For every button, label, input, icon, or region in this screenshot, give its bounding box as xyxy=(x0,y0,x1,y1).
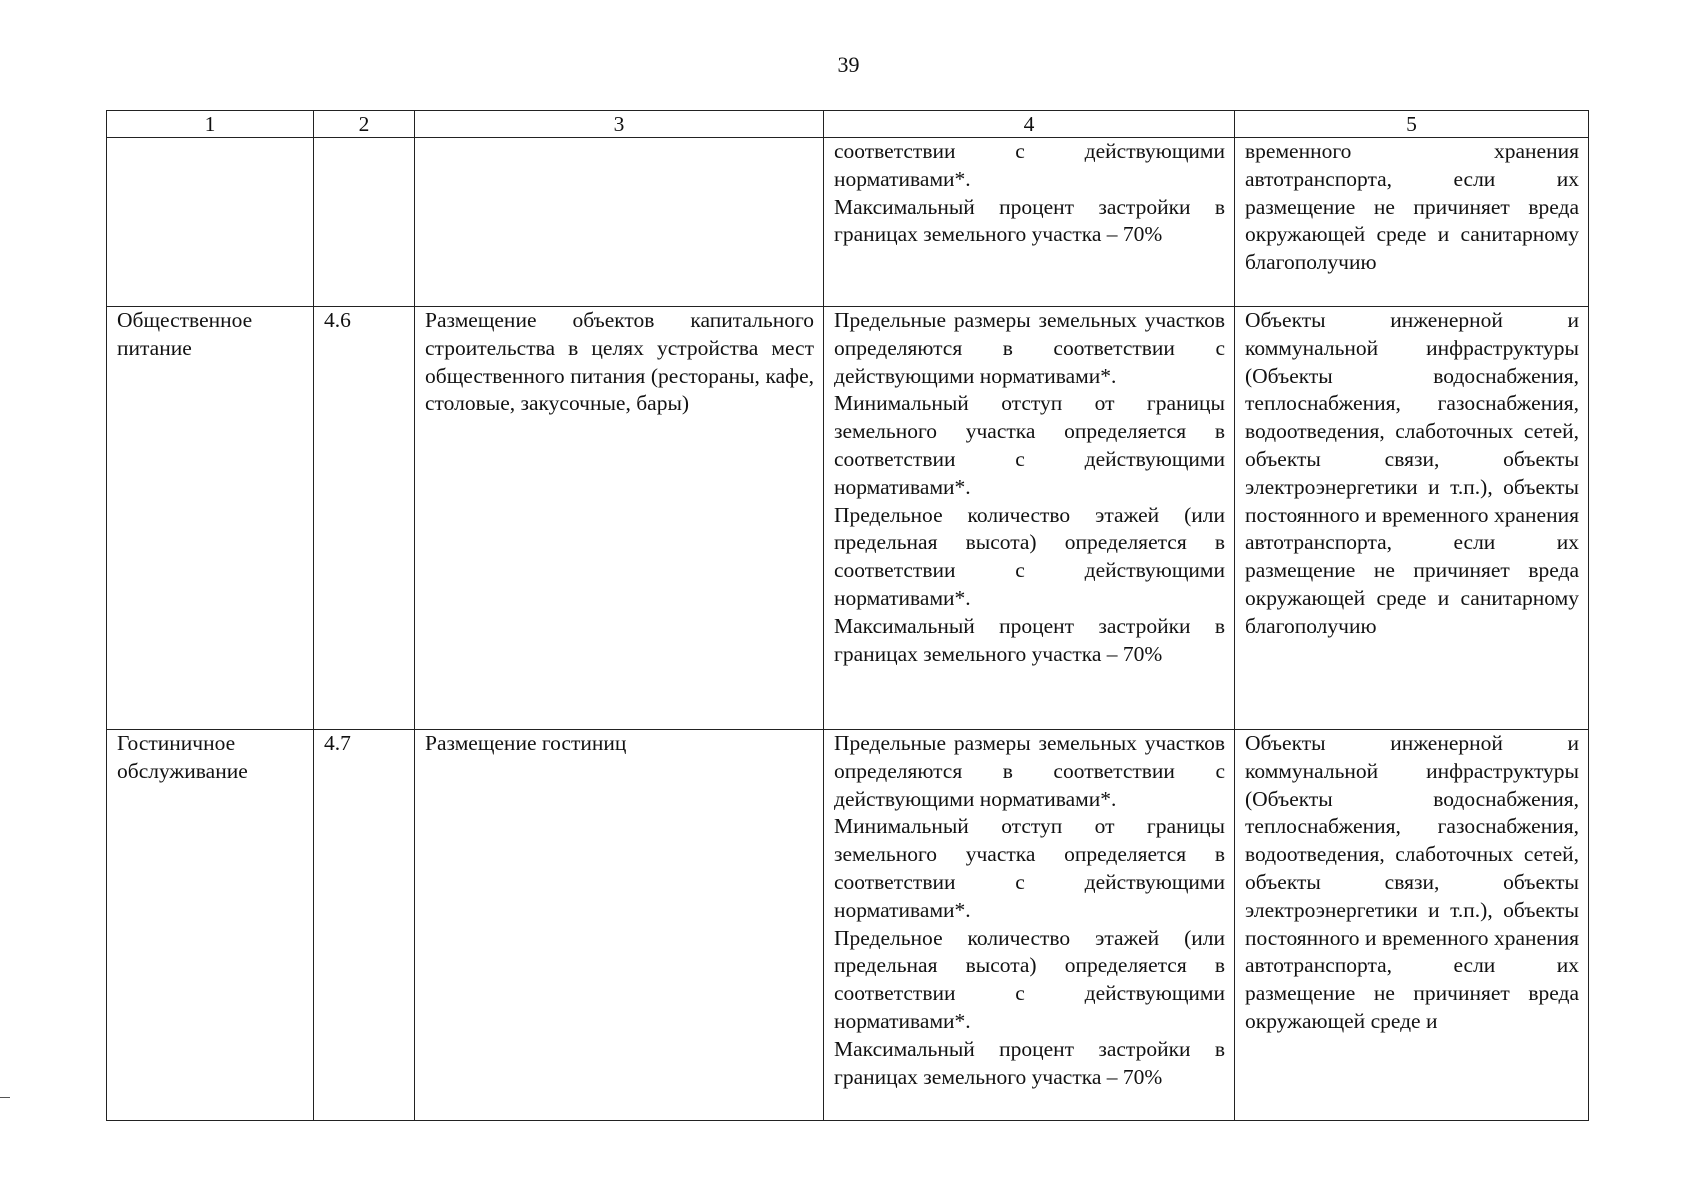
use-code: 4.7 xyxy=(324,731,351,755)
use-description-cell xyxy=(415,138,824,307)
parameters-cell xyxy=(824,730,1235,1121)
scan-edge-mark xyxy=(0,1097,10,1098)
auxiliary-uses: Объекты инженерной и коммунальной инфраструктуры (Объекты водоснабжения, теплоснабжения, газоснабжения, водоотведения, слаботочных сетей, объекты связи, объекты электроэнергетики и т.п.), объекты постоянного и временного хранения автотранспорта, если их размещение не причиняет вреда окружающей среде и xyxy=(1245,731,1579,1033)
parameter-paragraph: Минимальный отступ от границы земельного участка определяется в соответствии с действующими нормативами*. xyxy=(834,391,1225,499)
parameter-paragraph: Предельное количество этажей (или предельная высота) определяется в соответствии с действующими нормативами*. xyxy=(834,502,1225,610)
auxiliary-uses: временного хранения автотранспорта, если их размещение не причиняет вреда окружающей среде и санитарному благополучию xyxy=(1245,139,1579,275)
parameter-paragraph: Предельные размеры земельных участков определяются в соответствии с действующими нормативами*. xyxy=(834,731,1225,811)
use-code-cell xyxy=(314,307,415,730)
use-code-cell xyxy=(314,730,415,1121)
column-number-2: 2 xyxy=(314,111,415,138)
use-code-cell xyxy=(314,138,415,307)
use-description: Размещение объектов капитального строительства в целях устройства мест общественного питания (рестораны, кафе, столовые, закусочные, бары) xyxy=(425,308,814,416)
parameter-paragraph: соответствии с действующими нормативами*. xyxy=(834,139,1225,191)
use-name-cell xyxy=(107,307,314,730)
parameter-paragraph: Минимальный отступ от границы земельного участка определяется в соответствии с действующими нормативами*. xyxy=(834,814,1225,922)
table-row-hotel-service xyxy=(107,730,1589,1121)
use-description-cell xyxy=(415,730,824,1121)
use-name-cell xyxy=(107,138,314,307)
parameter-paragraph: Максимальный процент застройки в границах земельного участка – 70% xyxy=(834,613,1225,666)
parameter-paragraph: Предельные размеры земельных участков определяются в соответствии с действующими нормативами*. xyxy=(834,308,1225,388)
auxiliary-uses-cell xyxy=(1235,138,1589,307)
table-row-continuation xyxy=(107,138,1589,307)
use-name: Гостиничное обслуживание xyxy=(117,731,248,783)
page-number: 39 xyxy=(837,52,860,77)
auxiliary-uses-cell xyxy=(1235,307,1589,730)
use-code: 4.6 xyxy=(324,308,351,332)
parameters-cell xyxy=(824,307,1235,730)
auxiliary-uses-cell xyxy=(1235,730,1589,1121)
column-number-4: 4 xyxy=(824,111,1235,138)
auxiliary-uses: Объекты инженерной и коммунальной инфраструктуры (Объекты водоснабжения, теплоснабжения, газоснабжения, водоотведения, слаботочных сетей, объекты связи, объекты электроэнергетики и т.п.), объекты постоянного и временного хранения автотранспорта, если их размещение не причиняет вреда окружающей среде и санитарному благополучию xyxy=(1245,308,1579,638)
use-name: Общественное питание xyxy=(117,308,253,360)
parameter-paragraph: Максимальный процент застройки в границах земельного участка – 70% xyxy=(834,194,1225,247)
column-number-5: 5 xyxy=(1235,111,1589,138)
table-header-row xyxy=(107,111,1589,138)
parameter-paragraph: Предельное количество этажей (или предельная высота) определяется в соответствии с действующими нормативами*. xyxy=(834,925,1225,1033)
use-name-cell xyxy=(107,730,314,1121)
use-description: Размещение гостиниц xyxy=(425,731,627,755)
table-row-public-catering xyxy=(107,307,1589,730)
parameters-cell xyxy=(824,138,1235,307)
parameter-paragraph: Максимальный процент застройки в границах земельного участка – 70% xyxy=(834,1036,1225,1089)
use-description-cell xyxy=(415,307,824,730)
column-number-1: 1 xyxy=(107,111,314,138)
land-use-table xyxy=(106,110,1589,1121)
column-number-3: 3 xyxy=(415,111,824,138)
